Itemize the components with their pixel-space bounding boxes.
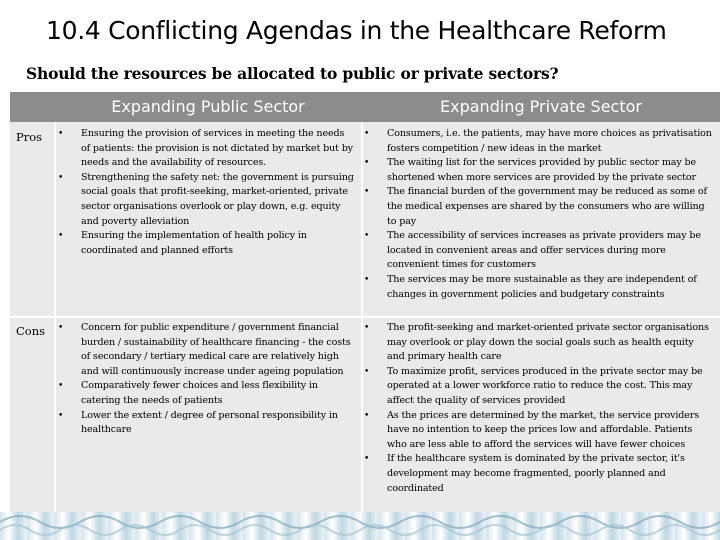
list-item-text: If the healthcare system is dominated by the private sector, it's development may become fragmented, poorly planned and coordinated bbox=[387, 453, 685, 494]
list-item-text: Comparatively fewer choices and less flexibility in catering the needs of patients bbox=[81, 380, 318, 406]
row-label-pros: Pros bbox=[16, 130, 43, 144]
list-item bbox=[56, 379, 356, 408]
pros-public-list bbox=[56, 127, 356, 258]
list-item-text: Consumers, i.e. the patients, may have more choices as privatisation fosters competition / new ideas in the market bbox=[387, 128, 712, 154]
list-item bbox=[362, 156, 714, 185]
list-item bbox=[362, 229, 714, 273]
bullet-icon: • bbox=[58, 129, 64, 139]
row-label-cons: Cons bbox=[16, 324, 46, 338]
slide-subtitle: Should the resources be allocated to public or private sectors? bbox=[26, 64, 559, 83]
bullet-icon: • bbox=[58, 381, 64, 392]
table-header-corner bbox=[10, 92, 54, 122]
header-private-sector: Expanding Private Sector bbox=[440, 97, 642, 116]
header-public-sector: Expanding Public Sector bbox=[111, 97, 305, 116]
pros-public-cell bbox=[56, 127, 356, 258]
list-item-text: The financial burden of the government may be reduced as some of the medical expenses are shared by the consumers who are willing to pay bbox=[387, 186, 707, 227]
cons-public-cell bbox=[56, 321, 356, 438]
list-item bbox=[56, 229, 356, 258]
list-item bbox=[56, 409, 356, 438]
list-item-text: As the prices are determined by the market, the service providers have no intention to keep the prices low and affordable. Patients who are less able to afford the services will have fewer choices bbox=[387, 409, 699, 450]
list-item bbox=[362, 185, 714, 229]
slide-title: 10.4 Conflicting Agendas in the Healthcare Reform bbox=[46, 16, 667, 45]
list-item bbox=[56, 127, 356, 171]
list-item bbox=[362, 127, 714, 156]
bullet-icon: • bbox=[364, 274, 370, 285]
list-item-text: Ensuring the provision of services in meeting the needs of patients: the provision is not dictated by market but by needs and the availability of resources. bbox=[81, 128, 353, 169]
bullet-icon: • bbox=[364, 410, 370, 421]
list-item-text: Lower the extent / degree of personal responsibility in healthcare bbox=[81, 409, 338, 436]
bullet-icon: • bbox=[58, 323, 64, 333]
pros-private-cell bbox=[362, 127, 714, 302]
bullet-icon: • bbox=[364, 323, 370, 333]
list-item-text: The profit-seeking and market-oriented private sector organisations may overlook or play down the social goals such as health equity and primary health care bbox=[387, 322, 709, 363]
bullet-icon: • bbox=[364, 129, 370, 139]
list-item bbox=[362, 452, 714, 496]
list-item bbox=[56, 171, 356, 229]
list-item-text: Concern for public expenditure / government financial burden / sustainability of healthcare financing - the costs of secondary / tertiary medical care are relatively high and will continuously increase under ageing population bbox=[81, 322, 351, 377]
list-item-text: To maximize profit, services produced in the private sector may be operated at a lower workforce ratio to reduce the cost. This may affect the quality of services provided bbox=[387, 365, 703, 406]
list-item-text: Strengthening the safety net: the government is pursuing social goals that profit-seeking, market-oriented, private sector organisations overlook or play down, e.g. equity and poverty alleviation bbox=[81, 171, 354, 227]
pros-private-list bbox=[362, 127, 714, 302]
list-item-text: The accessibility of services increases as private providers may be located in convenient areas and offer services during more convenient times for customers bbox=[387, 230, 701, 271]
list-item-text: The waiting list for the services provided by public sector may be shortened when more services are provided by the private sector bbox=[387, 157, 697, 183]
cons-public-list bbox=[56, 321, 356, 438]
decorative-wave-icon bbox=[0, 508, 720, 540]
list-item bbox=[362, 365, 714, 409]
list-item bbox=[362, 409, 714, 453]
bullet-icon: • bbox=[364, 231, 370, 242]
bullet-icon: • bbox=[58, 172, 64, 183]
cons-private-cell bbox=[362, 321, 714, 496]
bullet-icon: • bbox=[364, 187, 370, 198]
bullet-icon: • bbox=[364, 454, 370, 465]
row-divider bbox=[10, 316, 720, 318]
bullet-icon: • bbox=[58, 410, 64, 421]
bullet-icon: • bbox=[364, 366, 370, 377]
bullet-icon: • bbox=[58, 231, 64, 242]
list-item bbox=[56, 321, 356, 379]
cons-private-list bbox=[362, 321, 714, 496]
bullet-icon: • bbox=[364, 158, 370, 169]
list-item bbox=[362, 273, 714, 302]
list-item bbox=[362, 321, 714, 365]
list-item-text: The services may be more sustainable as they are independent of changes in government policies and budgetary constraints bbox=[387, 273, 697, 300]
comparison-table bbox=[10, 92, 720, 512]
list-item-text: Ensuring the implementation of health policy in coordinated and planned efforts bbox=[81, 230, 307, 256]
